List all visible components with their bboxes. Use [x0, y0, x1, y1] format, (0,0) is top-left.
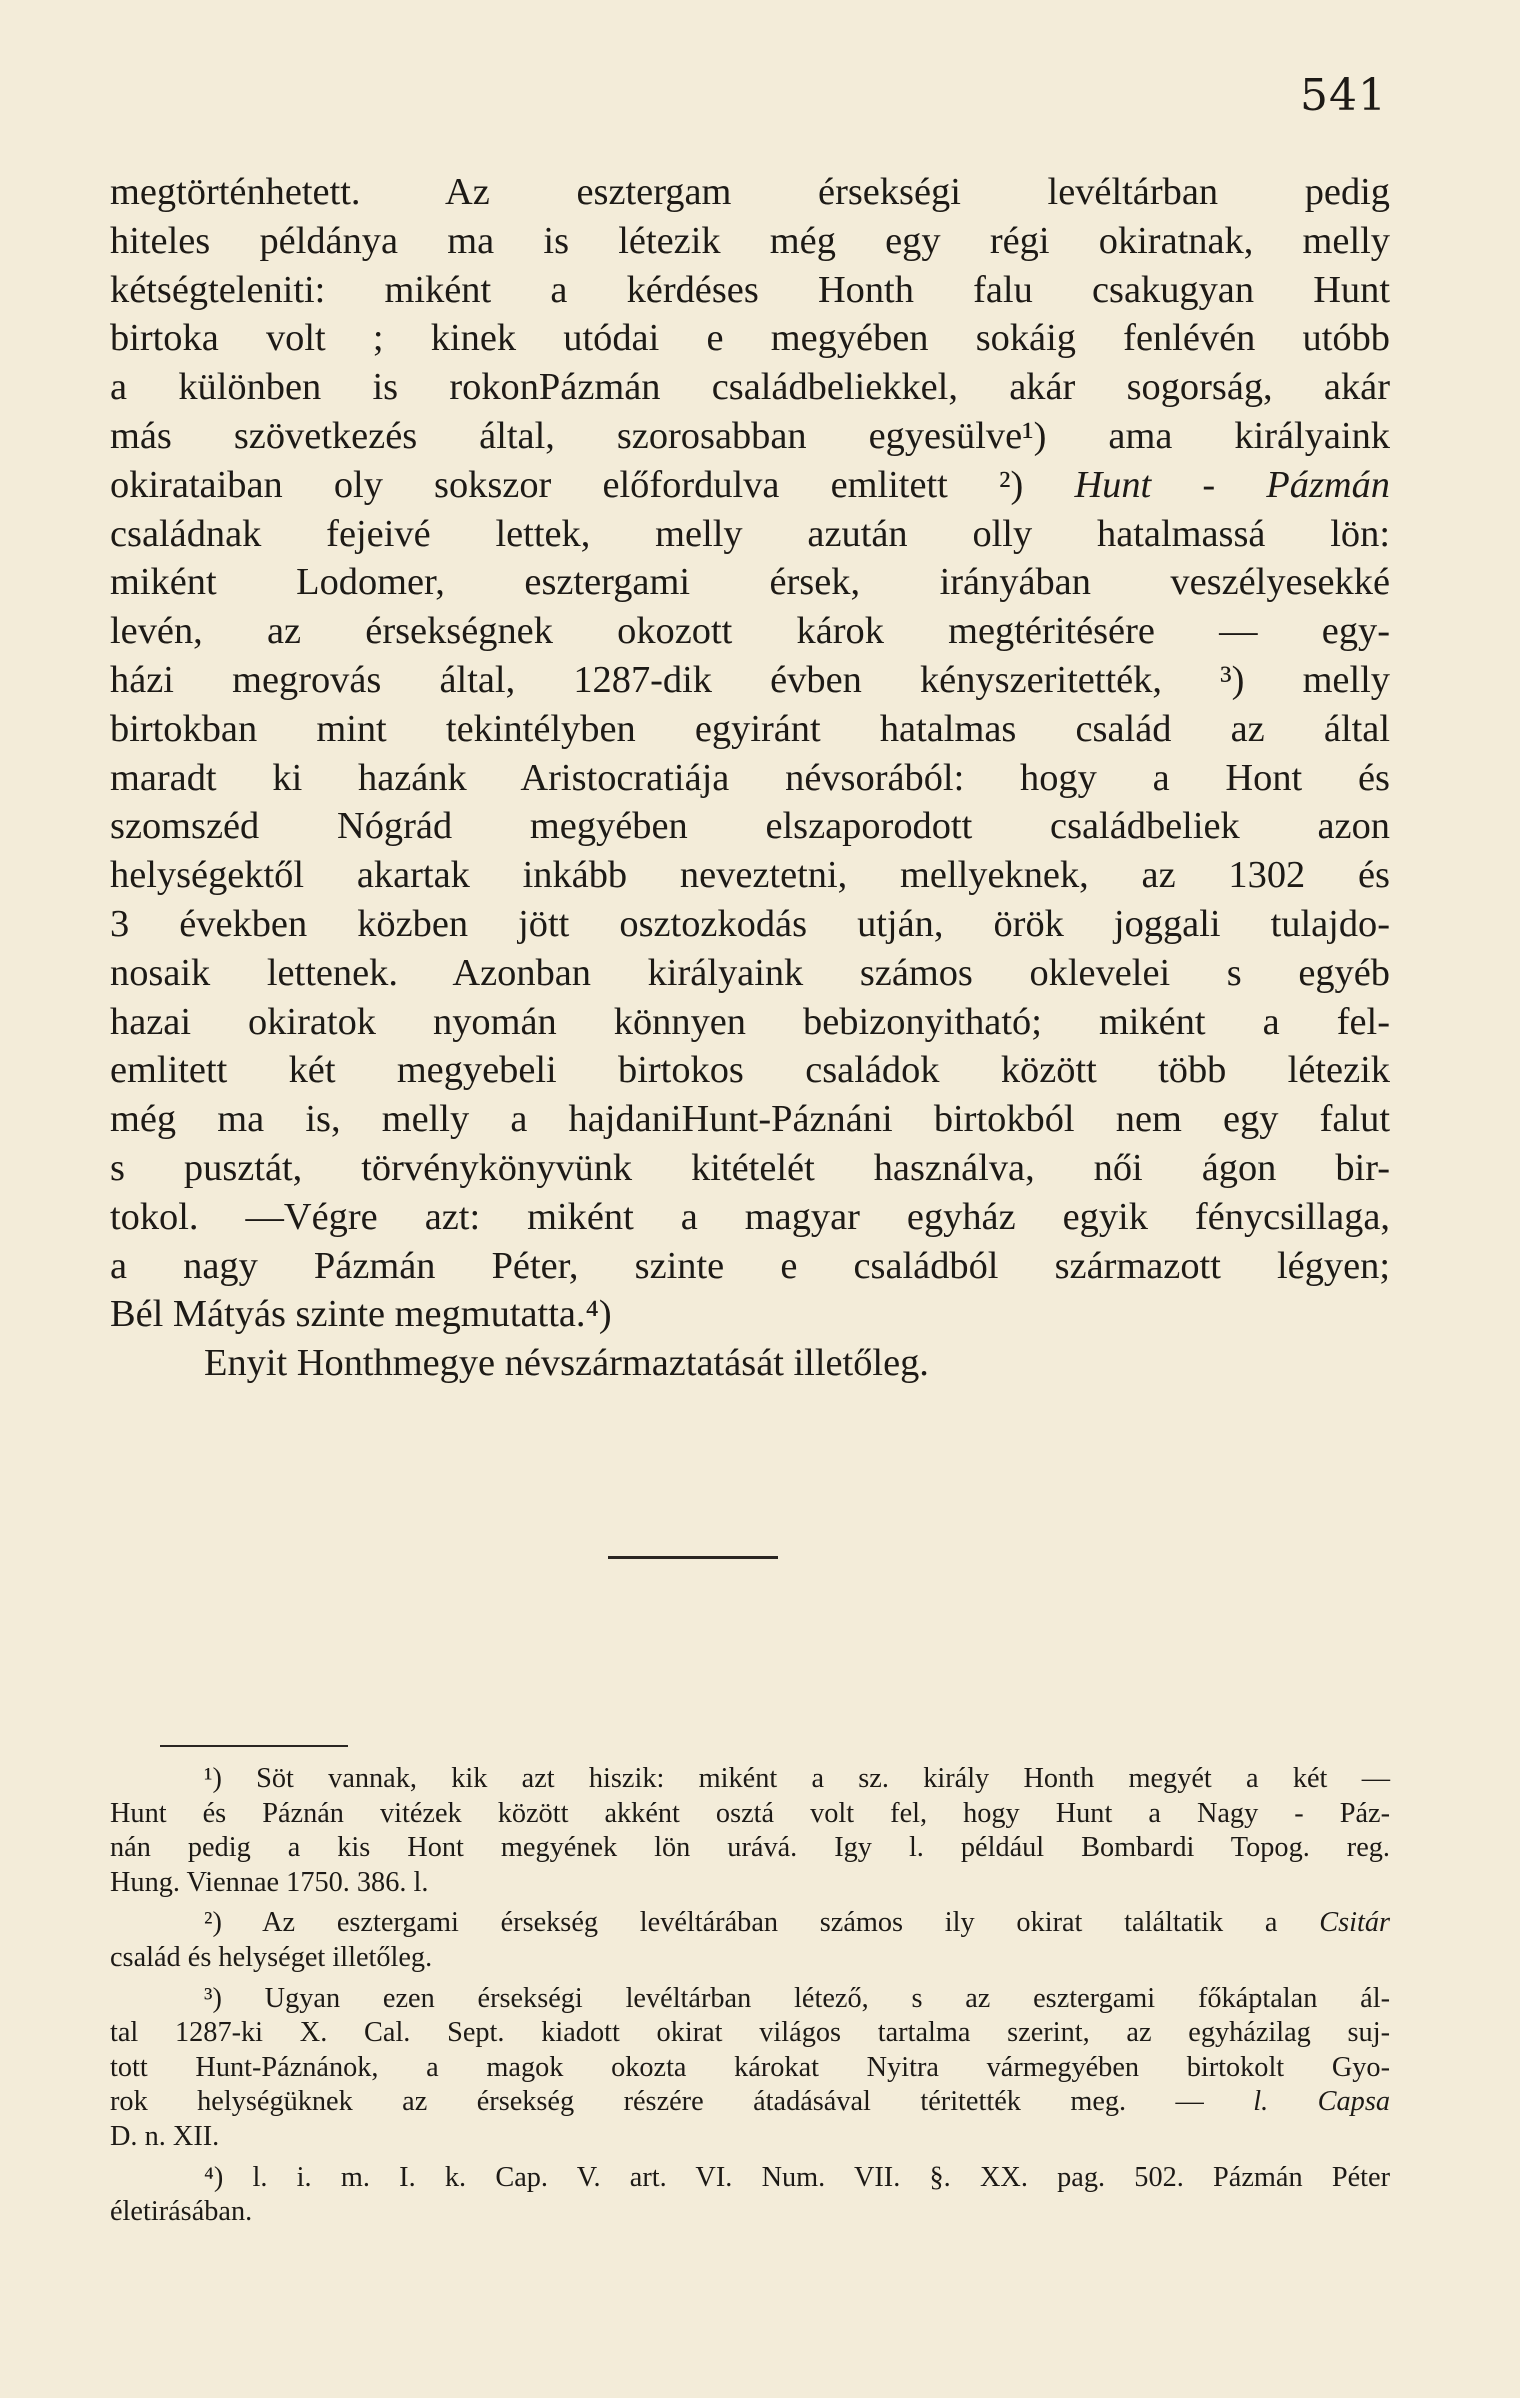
- line-text: ²) Az esztergami érsekség levéltárában számos ily okirat találtatik a: [204, 1907, 1320, 1939]
- text-line: [110, 1290, 1390, 1339]
- text-line: [110, 2051, 1390, 2086]
- text-line: [110, 2016, 1390, 2051]
- italic-text: l. Capsa: [1253, 2086, 1390, 2118]
- text-line: [110, 2195, 1390, 2230]
- text-line: [110, 1144, 1390, 1193]
- footnote: [110, 1906, 1390, 1975]
- section-divider: [608, 1556, 778, 1559]
- text-line: [110, 705, 1390, 754]
- footnote: [110, 2161, 1390, 2230]
- line-text: birtokban mint tekintélyben egyiránt hatalmas család az által: [110, 707, 1390, 750]
- text-line: [110, 1982, 1390, 2017]
- text-line: [110, 1866, 1390, 1901]
- footnotes: [110, 1762, 1390, 2230]
- text-line: [110, 1762, 1390, 1797]
- text-line: [110, 802, 1390, 851]
- line-text: hiteles példánya ma is létezik még egy régi okiratnak, melly: [110, 219, 1390, 262]
- text-line: [110, 2085, 1390, 2120]
- line-text: nán pedig a kis Hont megyének lön urává. Igy l. például Bombardi Topog. reg.: [110, 1832, 1390, 1864]
- text-line: [110, 558, 1390, 607]
- text-line: [110, 607, 1390, 656]
- text-line: [110, 1193, 1390, 1242]
- text-line: [110, 656, 1390, 705]
- text-line: [110, 1831, 1390, 1866]
- text-line: [110, 1095, 1390, 1144]
- line-text: család és helységet illetőleg.: [110, 1941, 433, 1973]
- line-text: Enyit Honthmegye névszármaztatását illetőleg.: [204, 1342, 929, 1385]
- text-line: [110, 266, 1390, 315]
- footnote-separator: [160, 1745, 348, 1747]
- footnote: [110, 1982, 1390, 2155]
- text-line: [110, 1046, 1390, 1095]
- text-line: [110, 1941, 1390, 1976]
- text-line: [110, 461, 1390, 510]
- line-text: még ma is, melly a hajdaniHunt-Páznáni birtokból nem egy falut: [110, 1098, 1390, 1141]
- line-text: ³) Ugyan ezen érsekségi levéltárban létező, s az esztergami főkáptalan ál-: [204, 1982, 1390, 2014]
- footnote: [110, 1762, 1390, 1900]
- text-line: [110, 510, 1390, 559]
- line-text: a nagy Pázmán Péter, szinte e családból származott légyen;: [110, 1244, 1390, 1287]
- text-line: [110, 217, 1390, 266]
- body-text: [110, 168, 1390, 1388]
- text-line: [110, 998, 1390, 1047]
- text-line: [110, 1242, 1390, 1291]
- line-text: rok helységüknek az érsekség részére átadásával téritették meg. —: [110, 2086, 1254, 2118]
- line-text: szomszéd Nógrád megyében elszaporodott családbeliek azon: [110, 805, 1390, 848]
- text-line: [110, 949, 1390, 998]
- text-line: [110, 314, 1390, 363]
- page-number: 541: [1300, 70, 1387, 121]
- text-line: [110, 1906, 1390, 1941]
- line-text: okirataiban oly sokszor előfordulva emlitett ²): [110, 463, 1075, 506]
- line-text: levén, az érsekségnek okozott károk megtéritésére — egy-: [110, 610, 1390, 653]
- line-text: családnak fejeivé lettek, melly azután olly hatalmassá lön:: [110, 512, 1390, 555]
- text-line: [110, 363, 1390, 412]
- text-line: [110, 412, 1390, 461]
- line-text: életirásában.: [110, 2196, 253, 2228]
- line-text: kétségteleniti: miként a kérdéses Honth falu csakugyan Hunt: [110, 268, 1390, 311]
- text-line: [110, 851, 1390, 900]
- line-text: ¹) Söt vannak, kik azt hiszik: miként a sz. király Honth megyét a két —: [204, 1763, 1390, 1794]
- text-line: [110, 1339, 1390, 1388]
- text-line: [110, 900, 1390, 949]
- text-line: [110, 754, 1390, 803]
- line-text: ⁴) l. i. m. I. k. Cap. V. art. VI. Num. VII. §. XX. pag. 502. Pázmán Péter: [204, 2161, 1390, 2193]
- line-text: megtörténhetett. Az esztergam érsekségi levéltárban pedig: [110, 171, 1390, 213]
- line-text: más szövetkezés által, szorosabban egyesülve¹) ama királyaink: [110, 414, 1390, 457]
- line-text: nosaik lettenek. Azonban királyaink számos oklevelei s egyéb: [110, 951, 1390, 994]
- line-text: birtoka volt ; kinek utódai e megyében sokáig fenlévén utóbb: [110, 317, 1390, 360]
- line-text: hazai okiratok nyomán könnyen bebizonyitható; miként a fel-: [110, 1000, 1390, 1043]
- text-line: [110, 168, 1390, 217]
- line-text: tott Hunt-Páznánok, a magok okozta károkat Nyitra vármegyében birtokolt Gyo-: [110, 2051, 1390, 2083]
- line-text: Hunt és Páznán vitézek között akként osztá volt fel, hogy Hunt a Nagy - Páz-: [110, 1797, 1390, 1829]
- line-text: Bél Mátyás szinte megmutatta.⁴): [110, 1293, 612, 1336]
- line-text: miként Lodomer, esztergami érsek, irányában veszélyesekké: [110, 561, 1390, 604]
- line-text: Hung. Viennae 1750. 386. l.: [110, 1866, 429, 1898]
- text-line: [110, 2120, 1390, 2155]
- line-text: tal 1287-ki X. Cal. Sept. kiadott okirat világos tartalma szerint, az egyházilag suj-: [110, 2017, 1390, 2049]
- line-text: a különben is rokonPázmán családbeliekkel, akár sogorság, akár: [110, 366, 1390, 409]
- line-text: s pusztát, törvénykönyvünk kitételét használva, női ágon bir-: [110, 1146, 1390, 1189]
- line-text: emlitett két megyebeli birtokos családok között több létezik: [110, 1049, 1390, 1092]
- italic-text: Hunt - Pázmán: [1074, 463, 1390, 506]
- text-line: [110, 1797, 1390, 1832]
- line-text: D. n. XII.: [110, 2120, 220, 2152]
- line-text: maradt ki hazánk Aristocratiája névsorából: hogy a Hont és: [110, 756, 1390, 799]
- line-text: tokol. —Végre azt: miként a magyar egyház egyik fénycsillaga,: [110, 1195, 1390, 1238]
- text-line: [110, 2161, 1390, 2196]
- line-text: házi megrovás által, 1287-dik évben kényszeritették, ³) melly: [110, 658, 1390, 701]
- line-text: helységektől akartak inkább neveztetni, mellyeknek, az 1302 és: [110, 854, 1390, 897]
- italic-text: Csitár: [1319, 1907, 1390, 1939]
- line-text: 3 években közben jött osztozkodás utján, örök joggali tulajdo-: [110, 902, 1390, 945]
